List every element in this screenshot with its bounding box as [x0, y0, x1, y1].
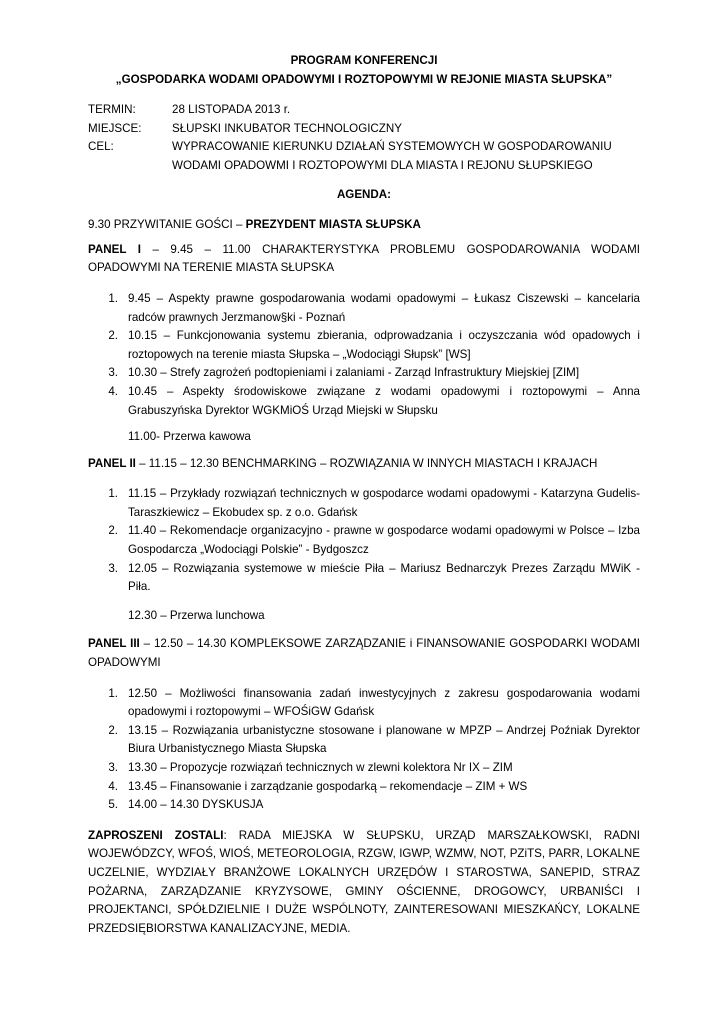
panel2-label: PANEL II [88, 456, 136, 470]
welcome-text: 9.30 PRZYWITANIE GOŚCI – [88, 218, 246, 232]
list-item: 1. 12.50 – Możliwości finansowania zadań inwestycyjnych z zakresu gospodarowania wodami opadowymi i roztopowymi – WFOŚiGW Gdańsk [108, 686, 640, 719]
panel2-break: 12.30 – Przerwa lunchowa [128, 608, 265, 622]
list-item: 4. 10.45 – Aspekty środowiskowe związane z wodami opadowymi i roztopowymi – Anna Grabuszyńska Dyrektor WGKMiOŚ Urząd Miejski w Słupsku [108, 384, 640, 417]
list-item: 2. 11.40 – Rekomendacje organizacyjno - prawne w gospodarce wodami opadowymi w Polsce – Izba Gospodarcza „Wodociągi Polskie” - Bydgoszcz [108, 524, 640, 557]
panel2-heading [88, 455, 640, 474]
termin-label: TERMIN: [88, 103, 136, 117]
miejsce-value: SŁUPSKI INKUBATOR TECHNOLOGICZNY [172, 121, 402, 135]
cel-row [88, 138, 640, 175]
list-item: 5. 14.00 – 14.30 DYSKUSJA [108, 798, 264, 812]
list-item: 1. 11.15 – Przykłady rozwiązań technicznych w gospodarce wodami opadowymi - Katarzyna Gudelis-Taraszkiewicz – Ekobudex sp. z o.o. Gdańsk [108, 487, 640, 519]
list-item: 2. 10.15 – Funkcjonowania systemu zbierania, odprowadzania i oczyszczania wód opadowych i roztopowych na terenie miasta Słupska – „Wodociągi Słupsk” [WS] [108, 329, 640, 361]
cel-label: CEL: [88, 140, 114, 154]
termin-row [88, 101, 640, 120]
welcome-speaker: PREZYDENT MIASTA SŁUPSKA [245, 218, 421, 232]
welcome-line [88, 216, 640, 235]
panel3-heading [88, 635, 640, 672]
invited-label: ZAPROSZENI ZOSTALI [88, 828, 224, 842]
list-item: 3. 12.05 – Rozwiązania systemowe w mieście Piła – Mariusz Bednarczyk Prezes Zarządu MWiK - Piła. [108, 561, 640, 594]
invited-text: : RADA MIEJSKA W SŁUPSKU, URZĄD MARSZAŁKOWSKI, RADNI WOJEWÓDZCY, WFOŚ, WIOŚ, METEOROLOGIA, RZGW, IGWP, WZMW, NOT, PZiTS, PARR, LOKALNE UCZELNIE, WYDZIAŁY BRANŻOWE LOKALNYCH URZĘDÓW I STAROSTWA, SANEPID, STRAZ POŻARNA, ZARZĄDZANIE KRYZYSOWE, GMINY OŚCIENNE, DROGOWCY, URBANIŚCI I PROJEKTANCI, SPÓŁDZIELNIE I DUŻE WSPÓLNOTY, ZAINTERESOWANI MIESZKAŃCY, LOKALNE PRZEDSIĘBIORSTWA KANALIZACYJNE, MEDIA. [88, 828, 640, 935]
termin-value: 28 LISTOPADA 2013 r. [172, 103, 291, 117]
list-item: 2. 13.15 – Rozwiązania urbanistyczne stosowane i planowane w MPZP – Andrzej Poźniak Dyrektor Biura Urbanistycznego Miasta Słupska [108, 723, 640, 756]
list-item: 1. 9.45 – Aspekty prawne gospodarowania wodami opadowymi – Łukasz Ciszewski – kancelaria radców prawnych Jerzmanow§ki - Poznań [108, 291, 640, 324]
miejsce-row [88, 120, 640, 139]
panel3-text: – 12.50 – 14.30 KOMPLEKSOWE ZARZĄDZANIE i FINANSOWANIE GOSPODARKI WODAMI OPADOWYMI [88, 637, 640, 670]
panel1-label: PANEL I [88, 242, 141, 256]
panel3-list [88, 685, 640, 815]
miejsce-label: MIEJSCE: [88, 121, 142, 135]
panel3-label: PANEL III [88, 637, 140, 651]
cel-value-line1: WYPRACOWANIE KIERUNKU DZIAŁAŃ SYSTEMOWYCH W GOSPODAROWANIU [172, 140, 612, 154]
panel2-text: – 11.15 – 12.30 BENCHMARKING – ROZWIĄZANIA W INNYCH MIASTACH I KRAJACH [135, 456, 598, 470]
panel2-list [88, 485, 640, 597]
list-item: 3. 10.30 – Strefy zagrożeń podtopieniami i zalaniami - Zarząd Infrastruktury Miejskiej [ZIM] [108, 366, 580, 380]
agenda-heading: AGENDA: [336, 187, 392, 201]
panel1-text: – 9.45 – 11.00 CHARAKTERYSTYKA PROBLEMU GOSPODAROWANIA WODAMI OPADOWYMI NA TERENIE MIASTA SŁUPSKA [88, 242, 640, 275]
cel-value-line2: WODAMI OPADOWMI I ROZTOPOWYMI DLA MIASTA I REJONU SŁUPSKIEGO [172, 158, 593, 172]
invited-paragraph [88, 827, 640, 939]
panel1-list [88, 290, 640, 420]
document-subtitle: „GOSPODARKA WODAMI OPADOWYMI I ROZTOPOWYMI W REJONIE MIASTA SŁUPSKA” [115, 72, 613, 86]
panel1-heading [88, 241, 640, 278]
list-item: 3. 13.30 – Propozycje rozwiązań technicznych w zlewni kolektora Nr IX – ZIM [108, 761, 513, 774]
list-item: 4. 13.45 – Finansowanie i zarządzanie gospodarką – rekomendacje – ZIM + WS [108, 779, 528, 793]
document-title: PROGRAM KONFERENCJI [290, 54, 438, 67]
panel1-break: 11.00- Przerwa kawowa [128, 430, 251, 444]
document-page [88, 52, 640, 938]
